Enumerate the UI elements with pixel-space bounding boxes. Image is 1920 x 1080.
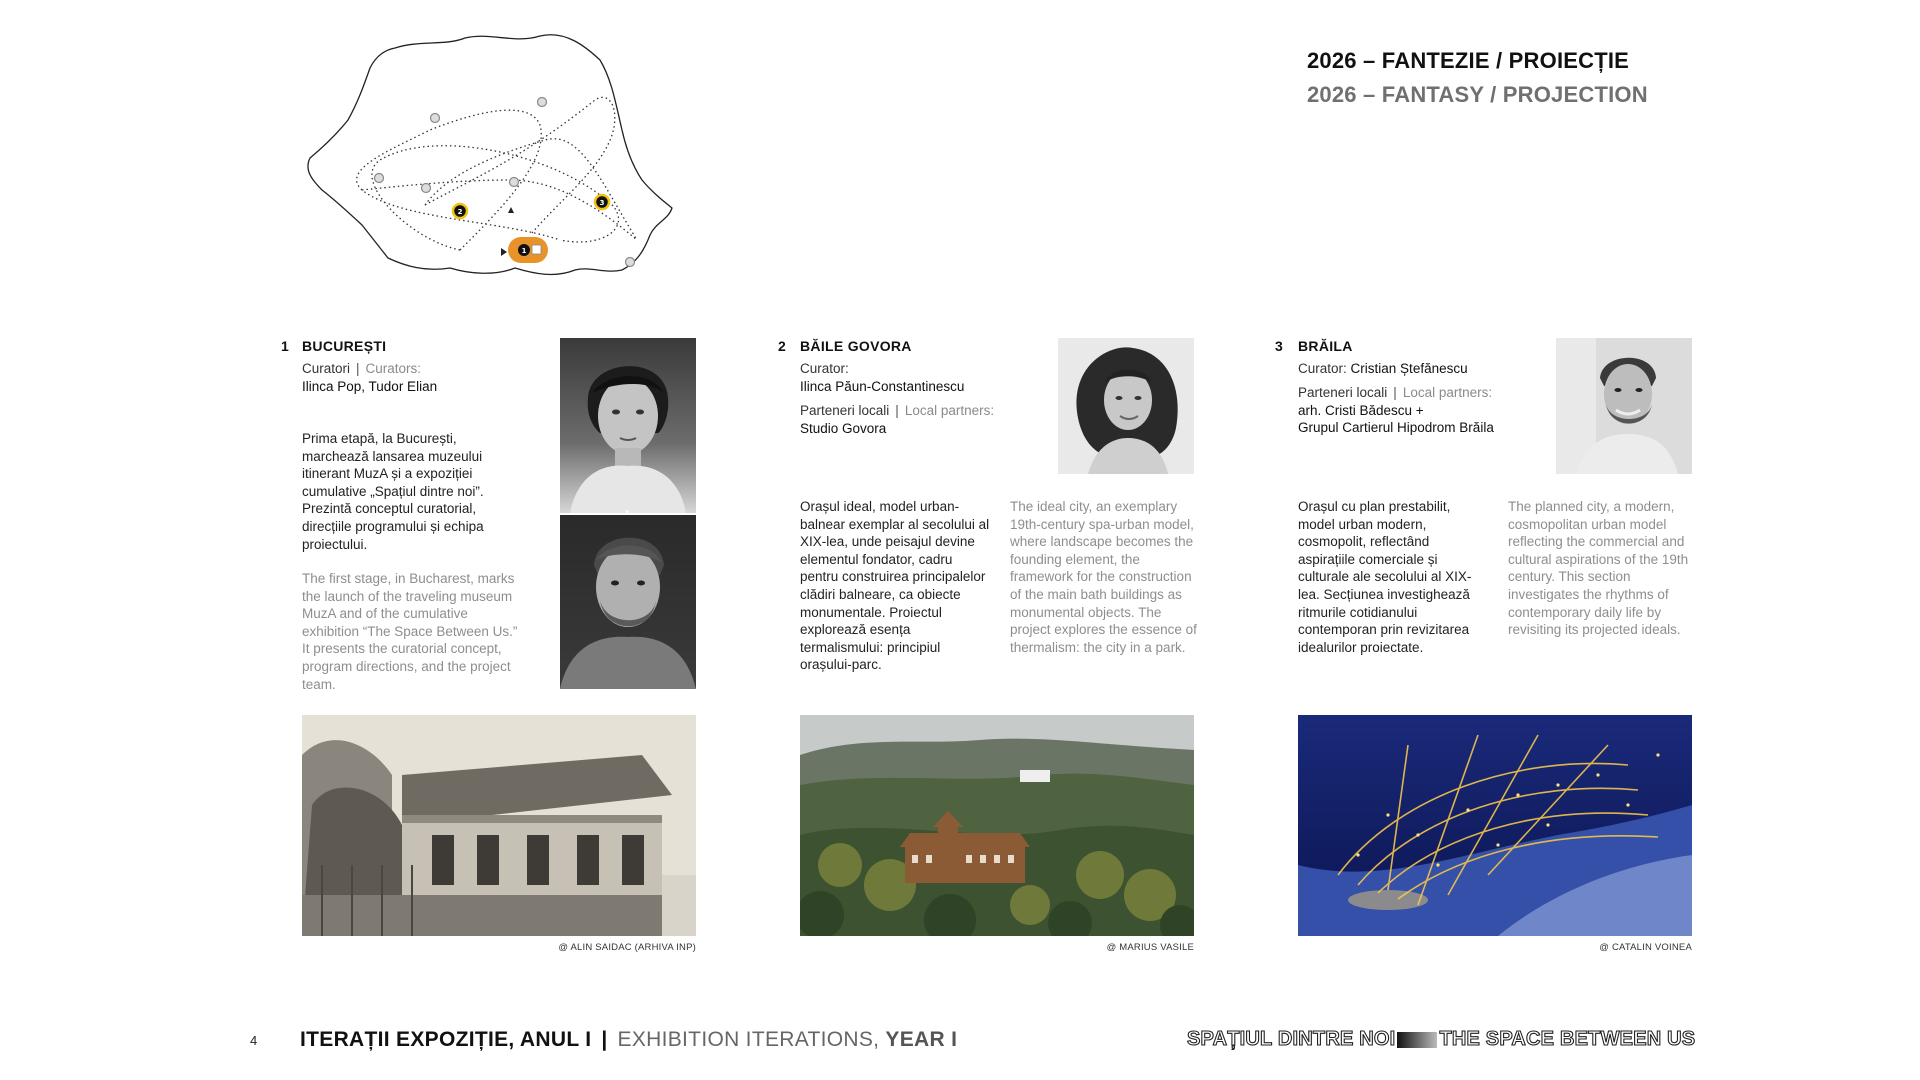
photo-bucuresti-building [302, 715, 696, 936]
map-marker-2 [453, 204, 467, 218]
section-3-partners-names-2: Grupul Cartierul Hipodrom Brăila [1298, 420, 1494, 435]
map-marker-1 [518, 244, 530, 256]
section-2-curator-names: Ilinca Păun-Constantinescu [800, 379, 965, 394]
portrait-ilinca-pop [560, 338, 696, 513]
section-1-text-ro: Prima etapă, la București, marchează lansarea muzeului itinerant MuzA și a expoziției cumulative „Spațiul dintre noi”. Prezintă conceptul curatorial, direcțiile programului și echipa proiectului. [302, 431, 484, 552]
section-2-number: 2 [778, 338, 786, 354]
section-2-text-ro: Orașul ideal, model urban-balnear exemplar al secolului al XIX-lea, unde peisajul devine elementul fondator, cadru pentru construirea principalelor clădiri balneare, ca obiecte monumentale. Proiectul explorează esența termalismului: principiul orașului-parc. [800, 499, 990, 673]
portrait-cristian-stefanescu [1556, 338, 1692, 474]
section-2-curator-label: Curator: [800, 361, 849, 376]
section-1-text-en: The first stage, in Bucharest, marks the launch of the traveling museum MuzA and of the cumulative exhibition “The Space Between Us.” It presents the curatorial concept, program directions, and the project team. [302, 571, 518, 692]
section-2-partners-label: Parteneri locali | Local partners: [800, 403, 995, 418]
section-2-partners-names: Studio Govora [800, 421, 887, 436]
svg-text:1: 1 [521, 247, 527, 255]
photo-credit-2: @ MARIUS VASILE [1106, 942, 1194, 953]
section-2-text-en: The ideal city, an exemplary 19th-century spa-urban model, where landscape becomes the founding element, the framework for the construction of the main bath buildings as monumental objects. The project explores the essence of thermalism: the city in a park. [1010, 499, 1197, 655]
waypoints [375, 98, 635, 267]
photo-braila-night [1298, 715, 1692, 936]
section-1-city: BUCUREȘTI [302, 338, 387, 354]
country-outline [308, 35, 672, 275]
section-3-text-en: The planned city, a modern, cosmopolitan urban model reflecting the commercial and cultural aspirations of the 19th century. This section investigates the rhythms of contemporary daily life by revisiting its projected ideals. [1508, 499, 1689, 638]
section-1-curator-names: Ilinca Pop, Tudor Elian [302, 379, 438, 394]
section-1-number: 1 [281, 338, 289, 354]
section-3-text-ro: Orașul cu plan prestabilit, model urban modern, cosmopolit, reflectând aspirațiile comerciale și culturale ale secolului al XIX-lea. Secțiunea investighează ritmurile cotidianului contemporan prin revizitarea idealurilor proiectate. [1298, 499, 1472, 655]
portrait-ilinca-paun-constantinescu [1058, 338, 1194, 474]
map-marker-3 [595, 195, 609, 209]
svg-text:2: 2 [457, 208, 463, 216]
page-title-ro: 2026 – FANTEZIE / PROIECȚIE [1307, 48, 1630, 73]
page-title-en: 2026 – FANTASY / PROJECTION [1307, 82, 1648, 107]
footer-brand [1187, 1028, 1695, 1051]
section-1-curator-label: Curatori | Curators: [302, 361, 422, 376]
brand-gradient-bar [1397, 1032, 1437, 1048]
footer-left-title: ITERAȚII EXPOZIȚIE, ANUL I | EXHIBITION ITERATIONS, YEAR I [300, 1028, 958, 1051]
section-3-partners-names-1: arh. Cristi Bădescu + [1298, 403, 1424, 418]
romania-route-map [300, 30, 680, 280]
brand-ro: SPAȚIUL DINTRE NOI [1187, 1028, 1396, 1050]
photo-credit-3: @ CATALIN VOINEA [1599, 942, 1692, 953]
section-3-curator-label: Curator: Cristian Ștefănescu [1298, 361, 1468, 376]
section-2-city: BĂILE GOVORA [800, 338, 912, 354]
page-number: 4 [250, 1033, 258, 1048]
photo-credit-1: @ ALIN SAIDAC (ARHIVA INP) [558, 942, 696, 953]
portrait-tudor-elian [560, 515, 696, 689]
svg-text:3: 3 [599, 199, 605, 207]
section-3-city: BRĂILA [1298, 338, 1353, 354]
brand-en: THE SPACE BETWEEN US [1439, 1028, 1696, 1050]
section-3-number: 3 [1275, 338, 1283, 354]
photo-baile-govora [800, 715, 1194, 936]
section-3-partners-label: Parteneri locali | Local partners: [1298, 385, 1493, 400]
